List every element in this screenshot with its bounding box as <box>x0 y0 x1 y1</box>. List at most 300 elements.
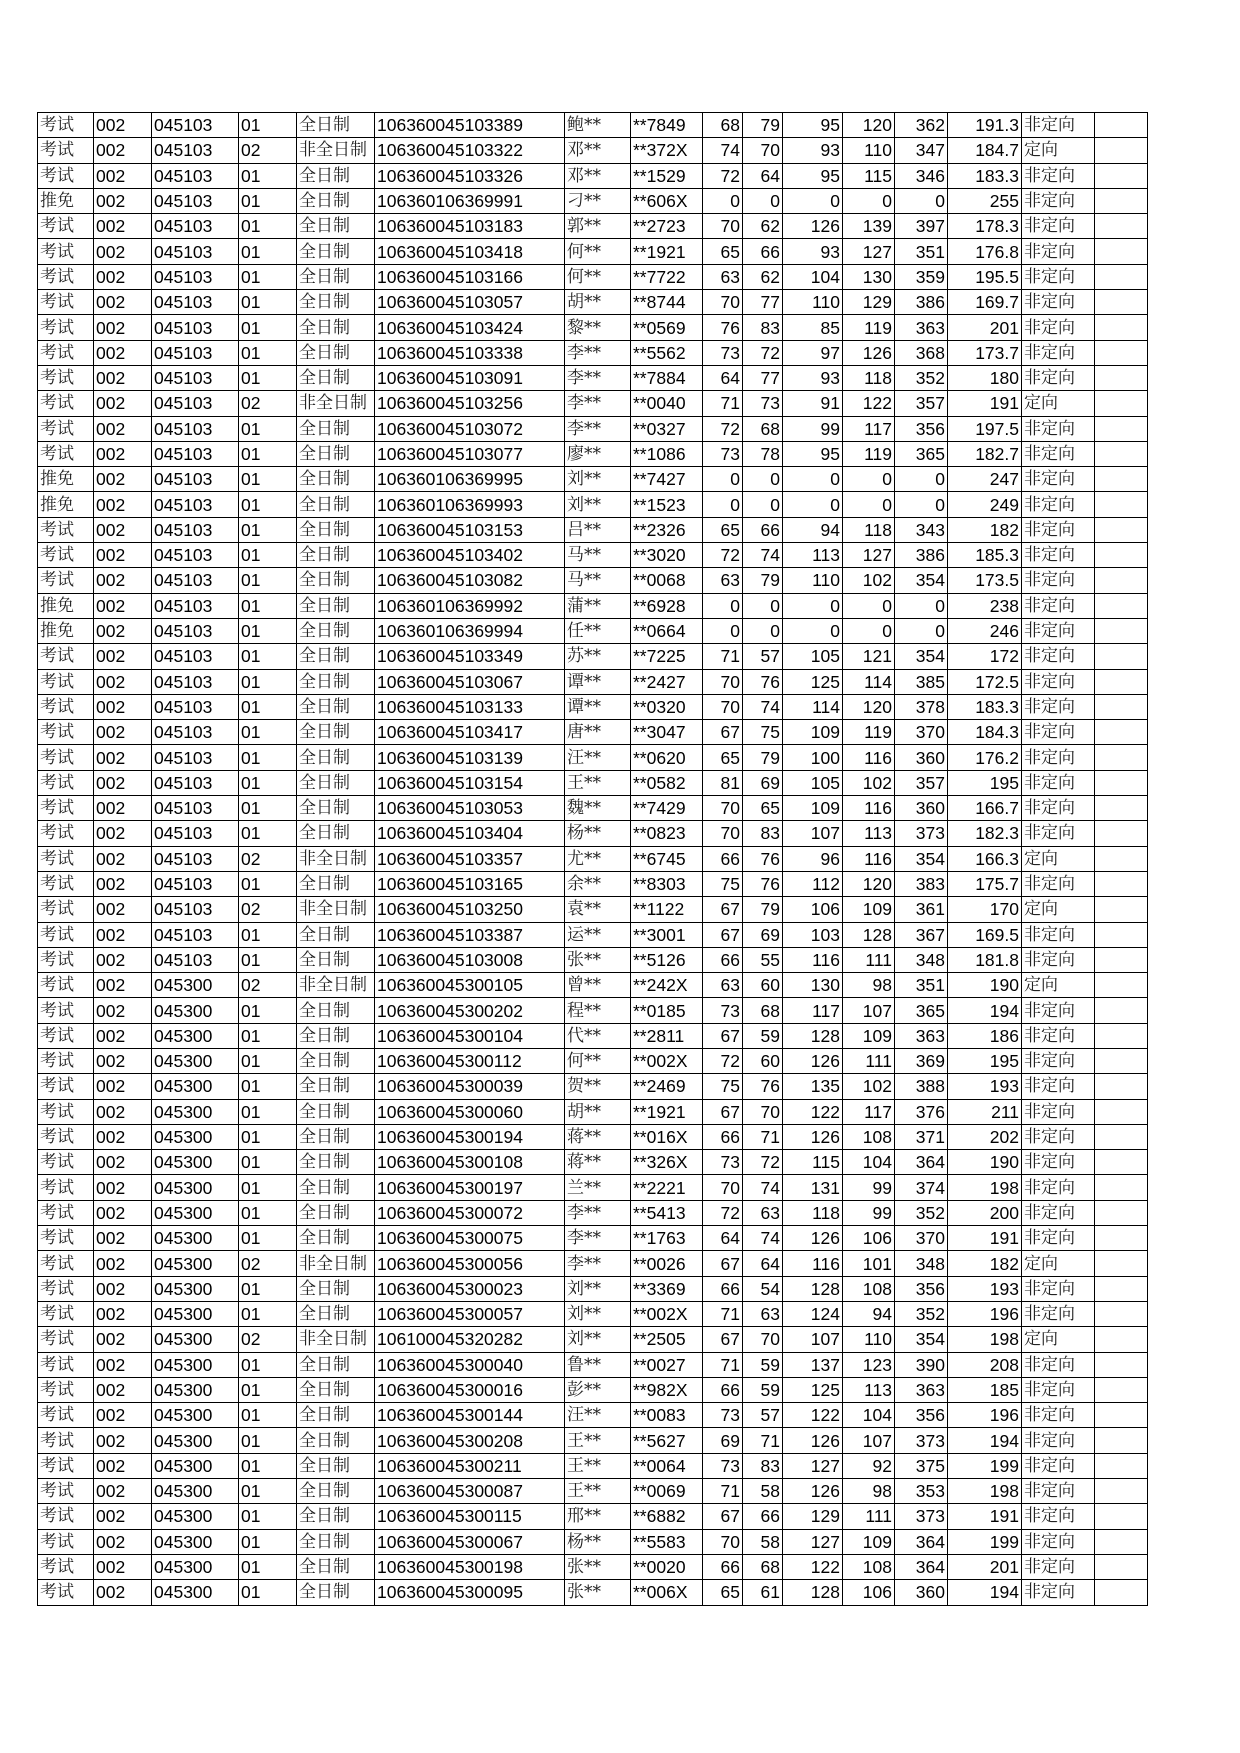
cell-name: 何** <box>565 239 631 264</box>
cell-exam-id: 106360045300197 <box>375 1175 565 1200</box>
cell-retest-score: 185.3 <box>948 543 1022 568</box>
cell-total: 370 <box>895 1226 948 1251</box>
cell-major-code: 045103 <box>152 770 239 795</box>
cell-mode-code: 01 <box>239 1453 297 1478</box>
cell-major-code: 045300 <box>152 1124 239 1149</box>
cell-english: 62 <box>743 214 783 239</box>
cell-major-code: 045103 <box>152 188 239 213</box>
cell-name: 任** <box>565 618 631 643</box>
table-row <box>38 644 1148 669</box>
cell-total: 375 <box>895 1453 948 1478</box>
cell-retest-score: 173.7 <box>948 340 1022 365</box>
cell-politics: 70 <box>703 796 743 821</box>
cell-orientation: 非定向 <box>1022 871 1095 896</box>
cell-mode-code: 01 <box>239 1428 297 1453</box>
cell-total: 343 <box>895 517 948 542</box>
cell-id-tail: **8744 <box>631 290 703 315</box>
cell-name: 廖** <box>565 441 631 466</box>
cell-mode-code: 02 <box>239 897 297 922</box>
cell-english: 64 <box>743 1251 783 1276</box>
cell-unit-code: 002 <box>94 1554 152 1579</box>
table-row <box>38 1580 1148 1605</box>
cell-name: 魏** <box>565 796 631 821</box>
table-row <box>38 1377 1148 1402</box>
table-row <box>38 1554 1148 1579</box>
cell-note <box>1095 694 1148 719</box>
cell-subject2: 106 <box>843 1226 895 1251</box>
cell-total: 386 <box>895 543 948 568</box>
cell-id-tail: **5413 <box>631 1200 703 1225</box>
cell-study-mode: 全日制 <box>297 568 375 593</box>
cell-mode-code: 01 <box>239 163 297 188</box>
cell-id-tail: **0064 <box>631 1453 703 1478</box>
cell-note <box>1095 1580 1148 1605</box>
cell-orientation: 非定向 <box>1022 821 1095 846</box>
cell-note <box>1095 138 1148 163</box>
table-row <box>38 264 1148 289</box>
cell-name: 何** <box>565 1048 631 1073</box>
cell-subject1: 93 <box>783 365 843 390</box>
cell-subject2: 109 <box>843 1529 895 1554</box>
cell-note <box>1095 1554 1148 1579</box>
cell-subject2: 113 <box>843 821 895 846</box>
cell-retest-score: 178.3 <box>948 214 1022 239</box>
cell-retest-score: 182 <box>948 517 1022 542</box>
cell-subject1: 124 <box>783 1301 843 1326</box>
cell-orientation: 非定向 <box>1022 669 1095 694</box>
cell-exam-id: 106360045103082 <box>375 568 565 593</box>
cell-type: 考试 <box>38 1150 94 1175</box>
cell-orientation: 非定向 <box>1022 1377 1095 1402</box>
cell-name: 张** <box>565 1580 631 1605</box>
cell-mode-code: 01 <box>239 1124 297 1149</box>
cell-english: 57 <box>743 644 783 669</box>
cell-note <box>1095 1200 1148 1225</box>
cell-note <box>1095 1529 1148 1554</box>
cell-name: 蒲** <box>565 593 631 618</box>
cell-unit-code: 002 <box>94 365 152 390</box>
cell-note <box>1095 340 1148 365</box>
cell-note <box>1095 1403 1148 1428</box>
cell-name: 谭** <box>565 669 631 694</box>
cell-subject1: 97 <box>783 340 843 365</box>
cell-politics: 65 <box>703 745 743 770</box>
cell-english: 0 <box>743 593 783 618</box>
cell-study-mode: 全日制 <box>297 1554 375 1579</box>
cell-retest-score: 198 <box>948 1327 1022 1352</box>
cell-retest-score: 184.3 <box>948 720 1022 745</box>
cell-total: 388 <box>895 1074 948 1099</box>
cell-id-tail: **1921 <box>631 239 703 264</box>
cell-type: 考试 <box>38 897 94 922</box>
cell-total: 352 <box>895 1200 948 1225</box>
cell-note <box>1095 1251 1148 1276</box>
cell-politics: 71 <box>703 391 743 416</box>
cell-subject2: 102 <box>843 568 895 593</box>
cell-study-mode: 全日制 <box>297 644 375 669</box>
cell-english: 59 <box>743 1352 783 1377</box>
cell-type: 考试 <box>38 365 94 390</box>
cell-retest-score: 211 <box>948 1099 1022 1124</box>
cell-study-mode: 全日制 <box>297 1124 375 1149</box>
cell-total: 363 <box>895 1023 948 1048</box>
cell-unit-code: 002 <box>94 720 152 745</box>
cell-unit-code: 002 <box>94 113 152 138</box>
cell-mode-code: 01 <box>239 290 297 315</box>
cell-study-mode: 全日制 <box>297 821 375 846</box>
cell-study-mode: 全日制 <box>297 1048 375 1073</box>
cell-retest-score: 190 <box>948 1150 1022 1175</box>
cell-type: 考试 <box>38 1276 94 1301</box>
cell-study-mode: 非全日制 <box>297 897 375 922</box>
cell-english: 69 <box>743 770 783 795</box>
cell-mode-code: 01 <box>239 1150 297 1175</box>
cell-subject2: 120 <box>843 113 895 138</box>
cell-subject1: 110 <box>783 290 843 315</box>
cell-study-mode: 全日制 <box>297 416 375 441</box>
cell-study-mode: 全日制 <box>297 1403 375 1428</box>
cell-type: 推免 <box>38 618 94 643</box>
cell-orientation: 非定向 <box>1022 1276 1095 1301</box>
table-row <box>38 1276 1148 1301</box>
cell-total: 364 <box>895 1554 948 1579</box>
cell-note <box>1095 1453 1148 1478</box>
cell-study-mode: 全日制 <box>297 163 375 188</box>
cell-english: 58 <box>743 1529 783 1554</box>
cell-retest-score: 175.7 <box>948 871 1022 896</box>
cell-english: 76 <box>743 1074 783 1099</box>
cell-name: 刘** <box>565 1276 631 1301</box>
cell-mode-code: 01 <box>239 492 297 517</box>
cell-subject1: 104 <box>783 264 843 289</box>
cell-name: 胡** <box>565 290 631 315</box>
cell-retest-score: 169.7 <box>948 290 1022 315</box>
cell-note <box>1095 239 1148 264</box>
cell-subject1: 122 <box>783 1403 843 1428</box>
cell-major-code: 045300 <box>152 1403 239 1428</box>
cell-major-code: 045103 <box>152 214 239 239</box>
table-row <box>38 897 1148 922</box>
cell-exam-id: 106360045103053 <box>375 796 565 821</box>
cell-exam-id: 106360045300072 <box>375 1200 565 1225</box>
cell-note <box>1095 163 1148 188</box>
cell-subject2: 121 <box>843 644 895 669</box>
cell-mode-code: 01 <box>239 1226 297 1251</box>
cell-note <box>1095 1074 1148 1099</box>
cell-politics: 70 <box>703 290 743 315</box>
cell-orientation: 非定向 <box>1022 947 1095 972</box>
cell-total: 360 <box>895 1580 948 1605</box>
cell-mode-code: 01 <box>239 365 297 390</box>
table-row <box>38 745 1148 770</box>
cell-orientation: 非定向 <box>1022 264 1095 289</box>
cell-retest-score: 255 <box>948 188 1022 213</box>
cell-retest-score: 190 <box>948 973 1022 998</box>
cell-major-code: 045103 <box>152 796 239 821</box>
cell-name: 李** <box>565 1200 631 1225</box>
cell-type: 考试 <box>38 694 94 719</box>
cell-type: 考试 <box>38 1580 94 1605</box>
cell-id-tail: **1086 <box>631 441 703 466</box>
cell-english: 68 <box>743 416 783 441</box>
cell-exam-id: 106360106369993 <box>375 492 565 517</box>
cell-type: 考试 <box>38 568 94 593</box>
cell-unit-code: 002 <box>94 1504 152 1529</box>
cell-name: 尤** <box>565 846 631 871</box>
cell-orientation: 非定向 <box>1022 618 1095 643</box>
cell-politics: 71 <box>703 1479 743 1504</box>
cell-subject2: 116 <box>843 745 895 770</box>
cell-unit-code: 002 <box>94 1074 152 1099</box>
cell-major-code: 045103 <box>152 543 239 568</box>
table-row <box>38 1200 1148 1225</box>
cell-retest-score: 194 <box>948 1580 1022 1605</box>
cell-orientation: 非定向 <box>1022 290 1095 315</box>
cell-orientation: 非定向 <box>1022 340 1095 365</box>
cell-major-code: 045300 <box>152 1023 239 1048</box>
cell-name: 李** <box>565 340 631 365</box>
cell-retest-score: 194 <box>948 998 1022 1023</box>
cell-retest-score: 169.5 <box>948 922 1022 947</box>
cell-type: 考试 <box>38 1377 94 1402</box>
cell-retest-score: 191 <box>948 1504 1022 1529</box>
cell-type: 考试 <box>38 796 94 821</box>
cell-subject2: 113 <box>843 1377 895 1402</box>
cell-english: 74 <box>743 1175 783 1200</box>
cell-subject1: 125 <box>783 1377 843 1402</box>
cell-exam-id: 106360045300075 <box>375 1226 565 1251</box>
cell-unit-code: 002 <box>94 770 152 795</box>
table-row <box>38 821 1148 846</box>
cell-subject1: 128 <box>783 1580 843 1605</box>
cell-exam-id: 106360045300144 <box>375 1403 565 1428</box>
cell-name: 李** <box>565 1226 631 1251</box>
cell-subject1: 115 <box>783 1150 843 1175</box>
cell-mode-code: 01 <box>239 113 297 138</box>
cell-exam-id: 106360045103322 <box>375 138 565 163</box>
cell-subject1: 125 <box>783 669 843 694</box>
cell-type: 考试 <box>38 315 94 340</box>
cell-exam-id: 106100045320282 <box>375 1327 565 1352</box>
cell-type: 考试 <box>38 720 94 745</box>
cell-retest-score: 182.3 <box>948 821 1022 846</box>
cell-unit-code: 002 <box>94 214 152 239</box>
cell-english: 79 <box>743 745 783 770</box>
cell-english: 55 <box>743 947 783 972</box>
cell-orientation: 非定向 <box>1022 214 1095 239</box>
cell-retest-score: 202 <box>948 1124 1022 1149</box>
cell-english: 74 <box>743 1226 783 1251</box>
cell-type: 考试 <box>38 1124 94 1149</box>
cell-type: 考试 <box>38 214 94 239</box>
table-row <box>38 1150 1148 1175</box>
cell-exam-id: 106360045103402 <box>375 543 565 568</box>
table-row <box>38 871 1148 896</box>
cell-subject1: 0 <box>783 492 843 517</box>
cell-retest-score: 184.7 <box>948 138 1022 163</box>
cell-politics: 66 <box>703 1276 743 1301</box>
cell-id-tail: **3369 <box>631 1276 703 1301</box>
table-row <box>38 340 1148 365</box>
cell-mode-code: 01 <box>239 1403 297 1428</box>
cell-orientation: 非定向 <box>1022 517 1095 542</box>
cell-retest-score: 249 <box>948 492 1022 517</box>
cell-name: 运** <box>565 922 631 947</box>
cell-id-tail: **7429 <box>631 796 703 821</box>
cell-note <box>1095 214 1148 239</box>
cell-major-code: 045103 <box>152 239 239 264</box>
cell-english: 76 <box>743 846 783 871</box>
cell-total: 346 <box>895 163 948 188</box>
cell-exam-id: 106360045300060 <box>375 1099 565 1124</box>
cell-unit-code: 002 <box>94 1479 152 1504</box>
cell-politics: 70 <box>703 214 743 239</box>
cell-major-code: 045103 <box>152 492 239 517</box>
cell-note <box>1095 846 1148 871</box>
cell-type: 考试 <box>38 1074 94 1099</box>
cell-type: 考试 <box>38 1327 94 1352</box>
cell-orientation: 非定向 <box>1022 1403 1095 1428</box>
cell-unit-code: 002 <box>94 315 152 340</box>
table-row <box>38 973 1148 998</box>
cell-unit-code: 002 <box>94 593 152 618</box>
cell-mode-code: 01 <box>239 543 297 568</box>
cell-note <box>1095 644 1148 669</box>
table-row <box>38 1301 1148 1326</box>
cell-note <box>1095 998 1148 1023</box>
cell-politics: 66 <box>703 1377 743 1402</box>
cell-subject1: 122 <box>783 1099 843 1124</box>
cell-orientation: 非定向 <box>1022 922 1095 947</box>
cell-exam-id: 106360045300095 <box>375 1580 565 1605</box>
cell-id-tail: **326X <box>631 1150 703 1175</box>
cell-unit-code: 002 <box>94 568 152 593</box>
cell-total: 385 <box>895 669 948 694</box>
cell-subject1: 126 <box>783 1048 843 1073</box>
cell-name: 李** <box>565 1251 631 1276</box>
cell-subject2: 0 <box>843 492 895 517</box>
cell-total: 356 <box>895 416 948 441</box>
cell-subject1: 137 <box>783 1352 843 1377</box>
cell-mode-code: 01 <box>239 1529 297 1554</box>
table-row <box>38 846 1148 871</box>
cell-study-mode: 全日制 <box>297 113 375 138</box>
cell-name: 吕** <box>565 517 631 542</box>
cell-major-code: 045300 <box>152 1074 239 1099</box>
cell-mode-code: 01 <box>239 1554 297 1579</box>
table-row <box>38 163 1148 188</box>
cell-major-code: 045103 <box>152 365 239 390</box>
cell-note <box>1095 467 1148 492</box>
cell-name: 邓** <box>565 138 631 163</box>
cell-subject2: 120 <box>843 694 895 719</box>
cell-orientation: 定向 <box>1022 973 1095 998</box>
cell-retest-score: 191 <box>948 391 1022 416</box>
cell-subject2: 127 <box>843 239 895 264</box>
cell-subject2: 119 <box>843 315 895 340</box>
cell-english: 70 <box>743 1327 783 1352</box>
cell-english: 72 <box>743 1150 783 1175</box>
cell-subject1: 130 <box>783 973 843 998</box>
cell-type: 考试 <box>38 745 94 770</box>
cell-orientation: 非定向 <box>1022 1529 1095 1554</box>
cell-study-mode: 全日制 <box>297 1200 375 1225</box>
cell-orientation: 非定向 <box>1022 720 1095 745</box>
cell-unit-code: 002 <box>94 821 152 846</box>
cell-total: 368 <box>895 340 948 365</box>
cell-subject1: 122 <box>783 1554 843 1579</box>
cell-total: 354 <box>895 846 948 871</box>
cell-mode-code: 02 <box>239 1251 297 1276</box>
cell-unit-code: 002 <box>94 669 152 694</box>
cell-major-code: 045103 <box>152 720 239 745</box>
cell-unit-code: 002 <box>94 1301 152 1326</box>
cell-orientation: 非定向 <box>1022 1023 1095 1048</box>
cell-type: 考试 <box>38 1403 94 1428</box>
cell-id-tail: **0823 <box>631 821 703 846</box>
cell-type: 考试 <box>38 113 94 138</box>
cell-subject2: 108 <box>843 1554 895 1579</box>
cell-major-code: 045103 <box>152 618 239 643</box>
cell-subject1: 113 <box>783 543 843 568</box>
cell-english: 61 <box>743 1580 783 1605</box>
cell-name: 王** <box>565 1479 631 1504</box>
cell-mode-code: 01 <box>239 871 297 896</box>
cell-exam-id: 106360106369991 <box>375 188 565 213</box>
cell-study-mode: 全日制 <box>297 1276 375 1301</box>
cell-exam-id: 106360045103077 <box>375 441 565 466</box>
cell-mode-code: 01 <box>239 340 297 365</box>
cell-retest-score: 196 <box>948 1403 1022 1428</box>
cell-total: 0 <box>895 467 948 492</box>
cell-orientation: 非定向 <box>1022 365 1095 390</box>
cell-name: 余** <box>565 871 631 896</box>
cell-major-code: 045103 <box>152 163 239 188</box>
cell-english: 62 <box>743 264 783 289</box>
cell-politics: 76 <box>703 315 743 340</box>
cell-english: 0 <box>743 188 783 213</box>
cell-mode-code: 01 <box>239 1504 297 1529</box>
table-row <box>38 113 1148 138</box>
cell-subject2: 115 <box>843 163 895 188</box>
cell-total: 357 <box>895 391 948 416</box>
cell-subject1: 95 <box>783 163 843 188</box>
cell-mode-code: 01 <box>239 1276 297 1301</box>
cell-note <box>1095 897 1148 922</box>
cell-id-tail: **0582 <box>631 770 703 795</box>
cell-note <box>1095 1301 1148 1326</box>
cell-retest-score: 176.2 <box>948 745 1022 770</box>
table-row <box>38 998 1148 1023</box>
cell-subject2: 92 <box>843 1453 895 1478</box>
cell-type: 考试 <box>38 998 94 1023</box>
table-row <box>38 1529 1148 1554</box>
cell-exam-id: 106360045103389 <box>375 113 565 138</box>
cell-total: 0 <box>895 593 948 618</box>
cell-major-code: 045103 <box>152 290 239 315</box>
cell-id-tail: **7427 <box>631 467 703 492</box>
cell-exam-id: 106360045103256 <box>375 391 565 416</box>
cell-exam-id: 106360045300016 <box>375 1377 565 1402</box>
cell-subject2: 116 <box>843 846 895 871</box>
cell-id-tail: **242X <box>631 973 703 998</box>
cell-type: 考试 <box>38 644 94 669</box>
cell-retest-score: 201 <box>948 315 1022 340</box>
table-row <box>38 1504 1148 1529</box>
table-row <box>38 694 1148 719</box>
cell-name: 胡** <box>565 1099 631 1124</box>
cell-major-code: 045300 <box>152 1301 239 1326</box>
